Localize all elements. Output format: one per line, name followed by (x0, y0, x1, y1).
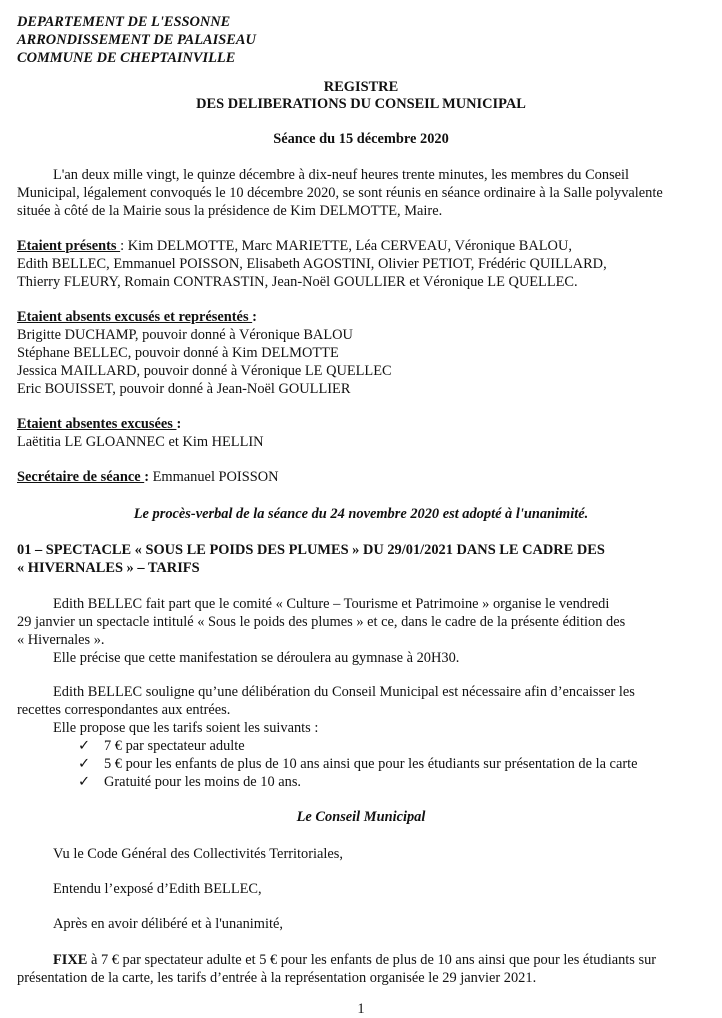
session-date: Séance du 15 décembre 2020 (273, 131, 449, 147)
item-paragraph-line: Edith BELLEC souligne qu’une délibération du Conseil Municipal est nécessaire afin d’encaisser les (53, 684, 635, 700)
item-paragraph-line: recettes correspondantes aux entrées. (17, 702, 231, 718)
represented-separator: : (252, 309, 257, 325)
page-number: 1 (357, 1001, 365, 1017)
tariff-text: Gratuité pour les moins de 10 ans. (104, 774, 302, 790)
item-paragraph-line: Edith BELLEC fait part que le comité « Culture – Tourisme et Patrimoine » organise le vendredi (53, 596, 610, 612)
excused-names: Laëtitia LE GLOANNEC et Kim HELLIN (17, 434, 264, 450)
item-paragraph-line: « Hivernales ». (17, 632, 105, 648)
represented-item: Stéphane BELLEC, pouvoir donné à Kim DELMOTTE (17, 345, 339, 361)
excused-heading (17, 416, 181, 433)
tariff-item (78, 774, 301, 791)
present-names: Kim DELMOTTE, Marc MARIETTE, Léa CERVEAU, Véronique BALOU, (127, 238, 572, 254)
secretary-line (17, 469, 279, 486)
minutes-adoption-note: Le procès-verbal de la séance du 24 novembre 2020 est adopté à l'unanimité. (133, 506, 589, 522)
decision-keyword: FIXE (53, 952, 88, 968)
heard-line: Entendu l’exposé d’Edith BELLEC, (53, 881, 262, 897)
decision-text: à 7 € par spectateur adulte et 5 € pour les enfants de plus de 10 ans ainsi que pour les étudiants sur (87, 952, 657, 968)
commune-header: COMMUNE DE CHEPTAINVILLE (17, 50, 236, 66)
register-title: REGISTRE (323, 79, 399, 95)
item-heading: « HIVERNALES » – TARIFS (17, 560, 200, 576)
present-names: Thierry FLEURY, Romain CONTRASTIN, Jean-Noël GOULLIER et Véronique LE QUELLEC. (17, 274, 578, 290)
register-subtitle: DES DELIBERATIONS DU CONSEIL MUNICIPAL (196, 96, 526, 112)
tariff-text: 5 € pour les enfants de plus de 10 ans ainsi que pour les étudiants sur présentation de la carte (104, 756, 638, 772)
present-separator: : (120, 238, 128, 254)
represented-item: Brigitte DUCHAMP, pouvoir donné à Véronique BALOU (17, 327, 353, 343)
item-paragraph-line: Elle précise que cette manifestation se déroulera au gymnase à 20H30. (53, 650, 460, 666)
tariff-text: 7 € par spectateur adulte (104, 738, 245, 754)
secretary-label: Secrétaire de séance (17, 469, 145, 485)
intro-line: Municipal, légalement convoqués le 10 décembre 2020, se sont réunis en séance ordinaire à la Salle polyvalente (17, 185, 663, 201)
present-names: Edith BELLEC, Emmanuel POISSON, Elisabeth AGOSTINI, Olivier PETIOT, Frédéric QUILLARD, (17, 256, 607, 272)
checkmark-icon: ✓ (78, 738, 91, 754)
council-heading: Le Conseil Municipal (296, 809, 426, 825)
secretary-name: Emmanuel POISSON (149, 469, 279, 485)
represented-item: Eric BOUISSET, pouvoir donné à Jean-Noël GOULLIER (17, 381, 351, 397)
intro-line: située à côté de la Mairie sous la présidence de Kim DELMOTTE, Maire. (17, 203, 443, 219)
tariff-item (78, 756, 638, 773)
department-header: DEPARTEMENT DE L'ESSONNE (17, 14, 231, 30)
considering-line: Vu le Code Général des Collectivités Territoriales, (53, 846, 343, 862)
present-label: Etaient présents (17, 238, 121, 254)
represented-label: Etaient absents excusés et représentés (17, 309, 253, 325)
excused-separator: : (176, 416, 182, 432)
decision-line: présentation de la carte, les tarifs d’entrée à la représentation organisée le 29 janvier 2021. (17, 970, 537, 986)
arrondissement-header: ARRONDISSEMENT DE PALAISEAU (17, 32, 256, 48)
excused-label: Etaient absentes excusées (17, 416, 177, 432)
represented-heading (17, 309, 257, 326)
tariff-item (78, 738, 245, 755)
secretary-separator: : (144, 469, 149, 485)
decision-line (53, 952, 656, 969)
checkmark-icon: ✓ (78, 774, 91, 790)
deliberated-line: Après en avoir délibéré et à l'unanimité, (53, 916, 283, 932)
item-paragraph-line: 29 janvier un spectacle intitulé « Sous le poids des plumes » et ce, dans le cadre de la présente édition des (17, 614, 626, 630)
intro-line: L'an deux mille vingt, le quinze décembre à dix-neuf heures trente minutes, les membres du Conseil (53, 167, 630, 183)
represented-item: Jessica MAILLARD, pouvoir donné à Véronique LE QUELLEC (17, 363, 392, 379)
item-heading: 01 – SPECTACLE « SOUS LE POIDS DES PLUMES » DU 29/01/2021 DANS LE CADRE DES (17, 542, 605, 558)
checkmark-icon: ✓ (78, 756, 91, 772)
present-line (17, 238, 572, 255)
item-paragraph-line: Elle propose que les tarifs soient les suivants : (53, 720, 319, 736)
